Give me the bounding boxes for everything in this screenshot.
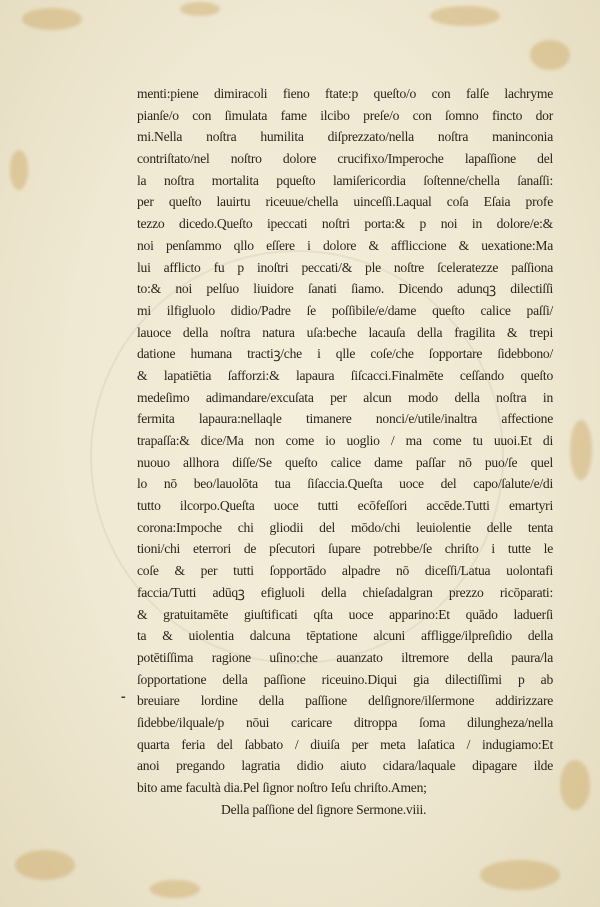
text-line: mi.Nella noſtra humilita diſprezzato/nella noſtra maninconia [137,129,553,145]
text-line: nuouo allhora diſſe/Se queſto calice dame paſſar nō puo/ſe quel [137,454,553,470]
text-line: breuiare lordine della paſſione delſignore/ilſermone addirizzare [137,693,553,709]
text-block [137,83,553,820]
text-line: per queſto lauirtu riceuue/chella uinceſſi.Laqual coſa Eſaia profe [137,194,553,210]
foxing-stain [22,8,82,30]
text-line: lui afflicto fu p inoſtri peccati/& ple noſtre ſceleratezze paſſiona [137,259,553,275]
text-line: coſe & per tutti ſopportādo alpadre nō diceſſi/Latua uolontafi [137,563,553,579]
margin-mark: ⁃ [120,690,127,705]
text-line: tioni/chi eterrori de pſecutori ſupare potrebbe/ſe chriſto i tutte le [137,541,553,557]
text-line: lauoce della noſtra natura uſa:beche lacauſa della fragilita & trepi [137,324,553,340]
text-line: mi ilfigluolo didio/Padre ſe poſſibile/e/dame queſto calice paſſi/ [137,302,553,318]
text-line: & lapatiētia ſafforzi:& lapaura ſiſcacci.Finalmēte ceſſando queſto [137,367,553,383]
foxing-stain [180,2,220,16]
text-line: ſidebbe/ilquale/p nōui caricare ditroppa ſoma dilungheza/nella [137,714,553,730]
text-line: la noſtra mortalita pqueſto lamiſericordia ſoſtenne/chella ſanaſſi: [137,172,553,188]
text-line: pianſe/o con ſimulata fame ilcibo preſe/o con ſomno fincto dor [137,107,553,123]
text-line: menti:piene dimiracoli fieno ftate:p queſto/o con falſe lachryme [137,86,553,101]
foxing-stain [570,420,592,480]
foxing-stain [530,40,570,70]
sermon-heading: Della paſſione del ſignore Sermone.viii. [221,801,427,817]
text-line: tezzo dicedo.Queſto ipeccati noſtri porta:& p noi in dolore/e:& [137,216,553,232]
foxing-stain [10,150,28,190]
text-line: quarta feria del ſabbato / diuiſa per meta laſatica / indugiamo:Et [137,736,553,752]
text-line: lo nō beo/lauolōta tua ſiſaccia.Queſta uoce del capo/ſalute/e/di [137,476,553,492]
text-line: corona:Impoche chi gliodii del mōdo/chi leuiolentie delle tenta [137,519,553,535]
text-line: noi penſammo qllo eſſere i dolore & affliccione & uexatione:Ma [137,237,553,253]
text-line: anoi pregando lagratia didio aiuto cidara/laquale dipagare ilde [137,758,553,774]
foxing-stain [560,760,590,810]
text-line: trapaſſa:& dice/Ma non come io uoglio / ma come tu uuoi.Et di [137,433,553,448]
foxing-stain [150,880,200,898]
text-line: ta & uiolentia dalcuna tēptatione alcuni affligge/ilpreſidio della [137,628,553,644]
text-line: fermita lapaura:nellaqle timanere nonci/e/utile/inaltra affectione [137,411,553,427]
text-line: to:& noi pelſuo liuidore ſanati ſiamo. Dicendo adunqꝫ dilectiſſi [137,281,553,297]
text-line: bito ame facultà dia.Pel ſignor noſtro Ieſu chriſto.Amen; [137,780,427,795]
text-line: & gratuitamēte giuſtificati qſta uoce apparino:Et quādo laduerſi [137,606,553,622]
text-line: ſopportatione della paſſione riceuino.Diqui gia dilectiſſimi p ab [137,671,553,687]
text-line: datione humana tractiꝫ/che i qlle coſe/che ſopportare ſidebbono/ [137,346,553,362]
text-line: tutto ilcorpo.Queſta uoce tutti ecōfeſſori accēde.Tutti emartyri [137,498,553,514]
text-line: potētiſſima ragione uſino:che auanzato iltremore della paura/la [137,649,553,665]
text-line: contriſtato/nel noſtro dolore crucifixo/Imperoche lapaſſione del [137,151,553,167]
text-line: faccia/Tutti adūqꝫ efigluoli della chieſadalgran prezzo ricōparati: [137,584,553,600]
foxing-stain [15,850,75,880]
foxing-stain [430,6,500,26]
text-line: medeſimo adimandare/excuſata per alcun modo della noſtra in [137,389,553,405]
foxing-stain [480,860,560,890]
